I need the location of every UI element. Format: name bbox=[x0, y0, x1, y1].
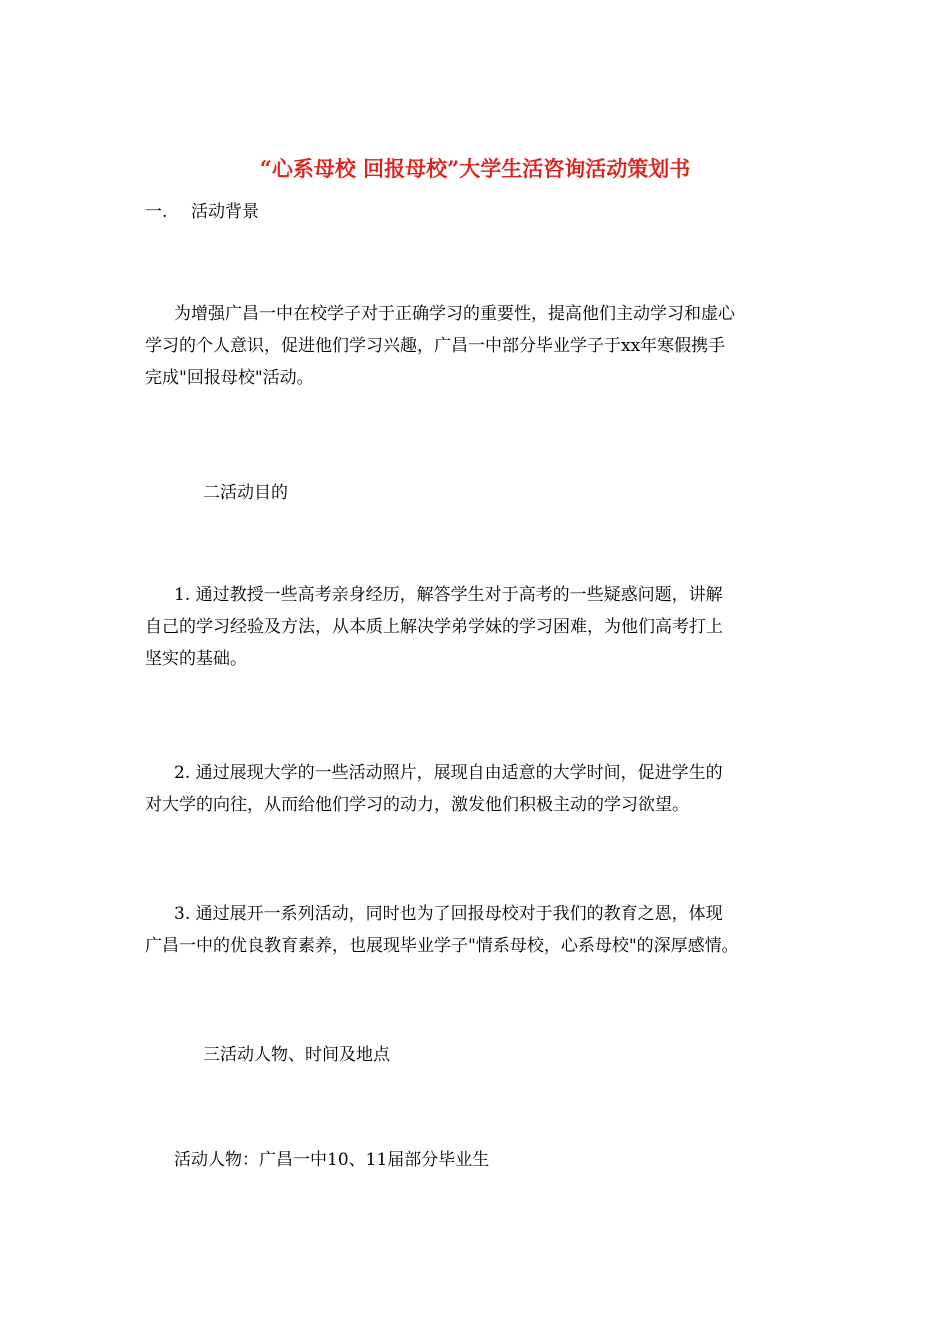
section-title: 活动人物、时间及地点 bbox=[220, 1045, 390, 1065]
paragraph-line: 对大学的向往，从而给他们学习的动力，激发他们积极主动的学习欲望。 bbox=[145, 795, 689, 815]
paragraph-line: 自己的学习经验及方法，从本质上解决学弟学妹的学习困难，为他们高考打上 bbox=[145, 617, 723, 637]
paragraph-line: 坚实的基础。 bbox=[145, 649, 247, 669]
paragraph-line: 活动人物：广昌一中10、11届部分毕业生 bbox=[174, 1150, 490, 1170]
section-number: 三. bbox=[203, 1045, 226, 1065]
paragraph-line: 1. 通过教授一些高考亲身经历，解答学生对于高考的一些疑惑问题，讲解 bbox=[174, 585, 723, 605]
purpose-item-1 bbox=[145, 579, 810, 675]
section-number: 二. bbox=[203, 483, 226, 503]
paragraph-line: 广昌一中的优良教育素养，也展现毕业学子"情系母校，心系母校"的深厚感情。 bbox=[145, 936, 739, 956]
section-title: 活动背景 bbox=[191, 202, 259, 222]
section-number: 一. bbox=[145, 202, 168, 222]
paragraph-line: 3. 通过展开一系列活动，同时也为了回报母校对于我们的教育之恩，体现 bbox=[174, 904, 723, 924]
section-heading-purpose bbox=[145, 477, 810, 509]
purpose-item-2 bbox=[145, 757, 810, 821]
background-paragraph bbox=[145, 298, 810, 394]
section-heading-participants bbox=[145, 1039, 810, 1071]
paragraph-line: 为增强广昌一中在校学子对于正确学习的重要性，提高他们主动学习和虚心 bbox=[174, 304, 735, 324]
paragraph-line: 学习的个人意识，促进他们学习兴趣，广昌一中部分毕业学子于xx年寒假携手 bbox=[145, 336, 726, 356]
paragraph-line: 2. 通过展现大学的一些活动照片，展现自由适意的大学时间，促进学生的 bbox=[174, 763, 723, 783]
document-title: “心系母校 回报母校”大学生活咨询活动策划书 bbox=[259, 156, 691, 181]
purpose-item-3 bbox=[145, 898, 810, 962]
paragraph-line: 完成"回报母校"活动。 bbox=[145, 368, 314, 388]
section-title: 活动目的 bbox=[220, 483, 288, 503]
participants-line bbox=[145, 1144, 810, 1176]
section-heading-background bbox=[145, 196, 810, 228]
